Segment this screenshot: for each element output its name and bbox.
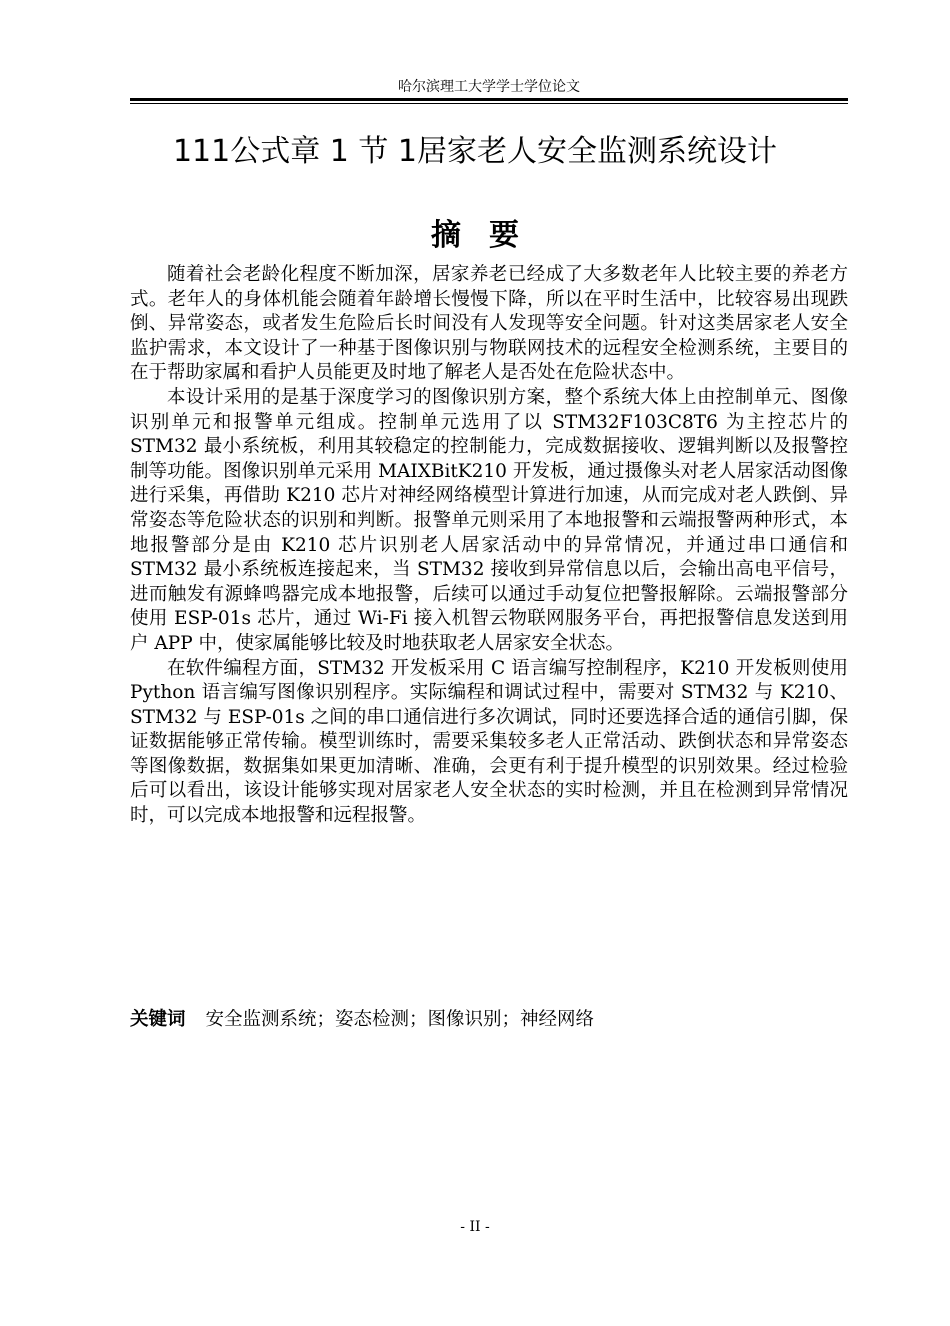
document-title: 111公式章 1 节 1居家老人安全监测系统设计 [172,134,778,169]
keywords-label: 关键词 [130,1009,186,1030]
abstract-paragraph-3: 在软件编程方面，STM32 开发板采用 C 语言编写控制程序，K210 开发板则使用 Python 语言编写图像识别程序。实际编程和调试过程中，需要对 STM32 与 K210、STM32 与 ESP-01s 之间的串口通信进行多次调试，同时还要选择合适的通信引脚，保证数据能够正常传输。模型训练时，需要采集较多老人正常活动、跌倒状态和异常姿态等图像数据，数据集如果更加清晰、准确，会更有利于提升模型的识别效果。经过检验后可以看出，该设计能够实现对居家老人安全状态的实时检测，并且在检测到异常情况时，可以完成本地报警和远程报警。 [130,657,848,827]
header-rule [130,98,848,101]
running-header: 哈尔滨理工大学学士学位论文 [398,79,580,95]
abstract-paragraph-1: 随着社会老龄化程度不断加深，居家养老已经成了大多数老年人比较主要的养老方式。老年人的身体机能会随着年龄增长慢慢下降，所以在平时生活中，比较容易出现跌倒、异常姿态，或者发生危险后长时间没有人发现等安全问题。针对这类居家老人安全监护需求，本文设计了一种基于图像识别与物联网技术的远程安全检测系统，主要目的在于帮助家属和看护人员能更及时地了解老人是否处在危险状态中。 [130,264,848,384]
header-rule-thin [130,103,848,104]
keywords-text: 安全监测系统；姿态检测；图像识别；神经网络 [205,1009,595,1030]
abstract-body [130,263,848,829]
abstract-paragraph-2: 本设计采用的是基于深度学习的图像识别方案，整个系统大体上由控制单元、图像识别单元和报警单元组成。控制单元选用了以 STM32F103C8T6 为主控芯片的 STM32 最小系统板，利用其较稳定的控制能力，完成数据接收、逻辑判断以及报警控制等功能。图像识别单元采用 MAIXBitK210 开发板，通过摄像头对老人居家活动图像进行采集，再借助 K210 芯片对神经网络模型计算进行加速，从而完成对老人跌倒、异常姿态等危险状态的识别和判断。报警单元则采用了本地报警和云端报警两种形式，本地报警部分是由 K210 芯片识别老人居家活动中的异常情况，并通过串口通信和 STM32 最小系统板连接起来，当 STM32 接收到异常信息以后，会输出高电平信号，进而触发有源蜂鸣器完成本地报警，后续可以通过手动复位把警报解除。云端报警部分使用 ESP-01s 芯片，通过 Wi-Fi 接入机智云物联网服务平台，再把报警信息发送到用户 APP 中，使家属能够比较及时地获取老人居家安全状态。 [130,386,848,654]
abstract-heading: 摘要 [431,218,547,253]
keywords-line [130,1007,848,1033]
page-number: - II - [460,1219,490,1235]
